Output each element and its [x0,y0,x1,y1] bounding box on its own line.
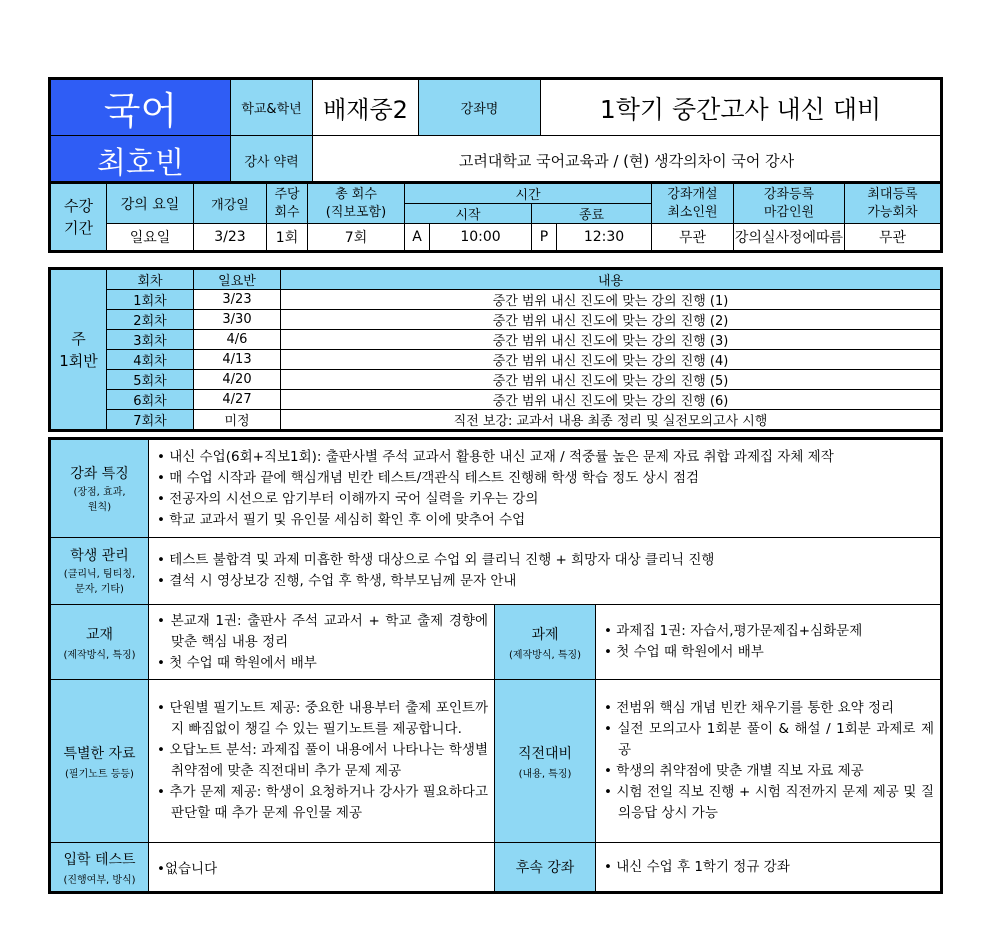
row-date: 4/27 [194,390,281,410]
homework-label [495,605,596,680]
textbook-list [149,611,494,674]
subject-cell [50,79,231,136]
entrance-value: •없습니다 [149,843,495,893]
header-content: 내용 [281,269,942,290]
mgmt-content [149,538,942,605]
row-date: 4/6 [194,330,281,350]
row-content: 중간 범위 내신 진도에 맞는 강의 진행 (6) [281,390,942,410]
row-session: 2회차 [107,310,194,330]
value-day: 일요일 [107,224,194,252]
schedule-label: 주 1회반 [50,269,107,431]
schedule-table [48,267,943,432]
header-start: 시작 [405,204,532,224]
list-item: • 단원별 필기노트 제공: 중요한 내용부터 출제 포인트까지 빠짐없이 챙길 수 있는 필기노트를 제공합니다. [157,698,488,740]
special-subtitle: (필기노트 등등) [65,768,134,780]
list-item: • 첫 수업 때 학원에서 배부 [157,653,488,674]
header-day: 강의 요일 [107,183,194,224]
mgmt-subtitle: (클리닉, 팀티칭, 문자, 기타) [63,569,136,595]
course-label: 강좌명 [419,79,541,136]
row-date: 4/20 [194,370,281,390]
textbook-title: 교재 [85,626,114,643]
row-session: 4회차 [107,350,194,370]
row-date: 4/13 [194,350,281,370]
textbook-label [50,605,149,680]
special-content [149,680,495,843]
features-list [149,447,940,531]
row-content: 중간 범위 내신 진도에 맞는 강의 진행 (3) [281,330,942,350]
features-content [149,439,942,538]
list-item: • 테스트 불합격 및 과제 미흡한 학생 대상으로 수업 외 클리닉 진행 + 희망자 대상 클리닉 진행 [157,550,934,571]
row-session: 5회차 [107,370,194,390]
career-value: 고려대학교 국어교육과 / (현) 생각의차이 국어 강사 [313,136,942,186]
homework-content [596,605,942,680]
final-list [596,698,940,824]
list-item: • 내신 수업(6회+직보1회): 출판사별 주석 교과서 활용한 내신 교재 / 적중률 높은 문제 자료 취합 과제집 자체 제작 [157,447,934,468]
special-label [50,680,149,843]
features-label [50,439,149,538]
final-subtitle: (내용, 특징) [518,768,572,780]
value-weekly: 1회 [267,224,308,252]
list-item: • 학교 교과서 필기 및 유인물 세심히 확인 후 이에 맞추어 수업 [157,510,934,531]
row-session: 7회차 [107,410,194,431]
header-open: 개강일 [194,183,267,224]
row-content: 중간 범위 내신 진도에 맞는 강의 진행 (2) [281,310,942,330]
features-subtitle: (장점, 효과, 원칙) [73,486,126,513]
mgmt-label [50,538,149,605]
header-deadline: 강좌등록 마감인원 [734,183,845,224]
homework-title: 과제 [531,626,559,643]
value-deadline: 강의실사정에따름 [734,224,845,252]
header-weekly: 주당 회수 [267,183,308,224]
mgmt-list [149,550,940,592]
school-label: 학교&학년 [231,79,313,136]
header-time: 시간 [405,183,652,204]
header-min: 강좌개설 최소인원 [652,183,734,224]
list-item: • 시험 전일 직보 진행 + 시험 직전까지 문제 제공 및 질의응답 상시 가능 [604,782,934,824]
entrance-label [50,843,149,893]
table-row [50,410,942,431]
header-max: 최대등록 가능회차 [845,183,942,224]
row-content: 직전 보강: 교과서 내용 최종 정리 및 실전모의고사 시행 [281,410,942,431]
period-label: 수강 기간 [50,183,107,252]
period-table [48,181,943,253]
course-value: 1학기 중간고사 내신 대비 [541,79,942,136]
follow-content [596,843,942,893]
header-total: 총 회수 (직보포함) [308,183,405,224]
table-row [50,370,942,390]
value-end: 12:30 [557,224,652,252]
row-date: 미정 [194,410,281,431]
final-content [596,680,942,843]
row-date: 3/23 [194,290,281,310]
list-item: • 매 수업 시작과 끝에 핵심개념 빈칸 테스트/객관식 테스트 진행해 학생 학습 정도 상시 점검 [157,468,934,489]
mgmt-title: 학생 관리 [70,548,129,564]
value-start: 10:00 [430,224,532,252]
entrance-subtitle: (진행여부, 방식) [63,874,136,886]
list-item: • 추가 문제 제공: 학생이 요청하거나 강사가 필요하다고 판단할 때 추가 문제 유인물 제공 [157,782,488,824]
homework-list [596,621,940,663]
row-session: 1회차 [107,290,194,310]
value-open: 3/23 [194,224,267,252]
table-row [50,390,942,410]
row-content: 중간 범위 내신 진도에 맞는 강의 진행 (1) [281,290,942,310]
list-item: • 첫 수업 때 학원에서 배부 [604,642,934,663]
teacher-name: 최호빈 [97,146,184,181]
header-date: 일요반 [194,269,281,290]
list-item: • 전범위 핵심 개념 빈칸 채우기를 통한 요약 정리 [604,698,934,719]
follow-title: 후속 강좌 [515,860,575,876]
table-row [50,310,942,330]
subject-title: 국어 [103,89,178,133]
list-item: • 과제집 1권: 자습서,평가문제집+심화문제 [604,621,934,642]
details-table [48,437,943,894]
list-item: • 본교재 1권: 출판사 주석 교과서 + 학교 출제 경향에 맞춘 핵심 내용 정리 [157,611,488,653]
header-end: 종료 [532,204,652,224]
row-session: 6회차 [107,390,194,410]
special-list [149,698,494,824]
features-title: 강좌 특징 [70,465,129,482]
value-max: 무관 [845,224,942,252]
follow-list [596,857,940,878]
teacher-cell [50,136,231,186]
list-item: • 전공자의 시선으로 암기부터 이해까지 국어 실력을 키우는 강의 [157,489,934,510]
header-table [48,77,943,187]
row-content: 중간 범위 내신 진도에 맞는 강의 진행 (4) [281,350,942,370]
entrance-title: 입학 테스트 [63,851,136,868]
final-title: 직전대비 [517,745,573,762]
textbook-content [149,605,495,680]
final-label [495,680,596,843]
list-item: • 오답노트 분석: 과제집 풀이 내용에서 나타나는 학생별 취약점에 맞춘 직전대비 추가 문제 제공 [157,740,488,782]
textbook-subtitle: (제작방식, 특징) [63,649,136,661]
value-min: 무관 [652,224,734,252]
school-value: 배재중2 [313,79,419,136]
list-item: • 학생의 취약점에 맞춘 개별 직보 자료 제공 [604,761,934,782]
value-pm: P [532,224,557,252]
table-row [50,330,942,350]
special-title: 특별한 자료 [63,745,136,762]
list-item: • 실전 모의고사 1회분 풀이 & 해설 / 1회분 과제로 제공 [604,719,934,761]
row-session: 3회차 [107,330,194,350]
career-label: 강사 약력 [231,136,313,186]
table-row [50,290,942,310]
follow-label [495,843,596,893]
row-date: 3/30 [194,310,281,330]
table-row [50,350,942,370]
list-item: • 내신 수업 후 1학기 정규 강좌 [604,857,934,878]
value-am: A [405,224,430,252]
row-content: 중간 범위 내신 진도에 맞는 강의 진행 (5) [281,370,942,390]
list-item: • 결석 시 영상보강 진행, 수업 후 학생, 학부모님께 문자 안내 [157,571,934,592]
value-total: 7회 [308,224,405,252]
header-session: 회차 [107,269,194,290]
homework-subtitle: (제작방식, 특징) [508,649,582,661]
